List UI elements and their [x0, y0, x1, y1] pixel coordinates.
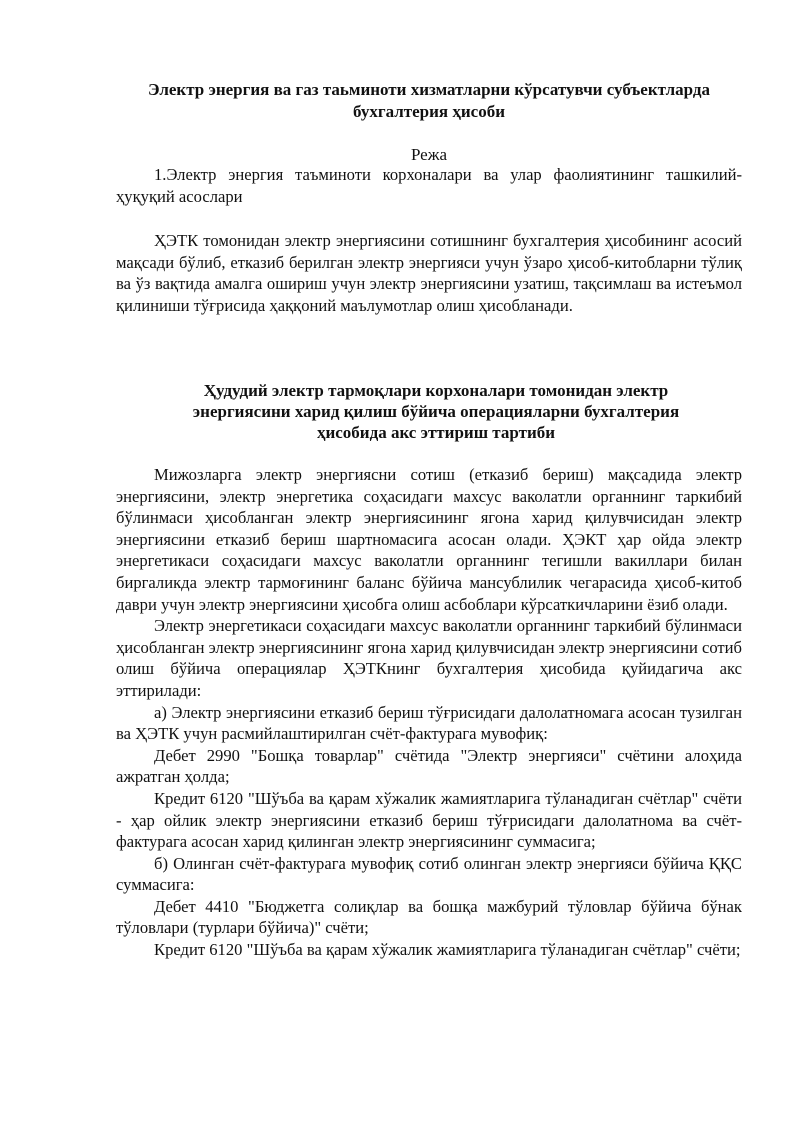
body-paragraph: а) Электр энергиясини етказиб бериш тўғрисидаги далолатномага асосан тузилган ва ҲЭТК учун расмийлаштирилган счёт-фактурага мувофиқ: [116, 702, 742, 744]
section-title: Ҳудудий электр тармоқлари корхоналари томонидан электр энергиясини харид қилиш бўйича операцияларни бухгалтерия ҳисобида акс эттириш тартиби [192, 381, 680, 442]
plan-list [116, 164, 742, 207]
section-body [116, 464, 742, 961]
plan-item: 1.Электр энергия таъминоти корхоналари ва улар фаолиятининг ташкилий-ҳуқуқий асослари [116, 165, 742, 206]
intro-paragraph: ҲЭТК томонидан электр энергиясини сотишнинг бухгалтерия ҳисобининг асосий мақсади бўлиб, етказиб берилган электр энергияси учун ўзаро ҳисоб-китобларни тўлиқ ва ўз вақтида амалга ошириш учун электр энергиясини узатиш, тақсимлаш ва истеъмол қилиниши тўғрисида ҳаққоний маълумотлар олиш ҳисобланади. [116, 231, 742, 315]
body-paragraph: Дебет 4410 "Бюджетга солиқлар ва бошқа мажбурий тўловлар бўйича бўнак тўловлари (турлари бўйича)" счёти; [116, 896, 742, 938]
body-paragraph: Кредит 6120 "Шўъба ва қарам хўжалик жамиятларига тўланадиган счётлар" счёти; [154, 940, 741, 960]
body-paragraph: Кредит 6120 "Шўъба ва қарам хўжалик жамиятларига тўланадиган счётлар" счёти - ҳар ойлик электр энергиясини етказиб бериш тўғрисидаги далолатнома ва счёт-фактурага асосан харид қилинган электр энергиясининг суммасига; [116, 788, 742, 852]
body-paragraph: Мижозларга электр энергиясни сотиш (етказиб бериш) мақсадида электр энергиясини, электр энергетика соҳасидаги махсус ваколатли органнинг таркибий бўлинмаси ҳисобланган электр энергиясининг ягона харид қилувчисидан электр энергиясини етказиб бериш шартномасига асосан олади. ҲЭКТ ҳар ойда электр энергетикаси соҳасидаги махсус ваколатли органнинг тегишли вакиллари билан биргаликда электр тармоғининг баланс бўйича мансублилик чегарасида ҳисоб-китоб даври учун электр энергиясини ҳисобга олиш асбоблари кўрсаткичларини ёзиб олади. [116, 465, 742, 614]
body-paragraph: б) Олинган счёт-фактурага мувофиқ сотиб олинган электр энергияси бўйича ҚҚС суммасига: [116, 853, 742, 895]
document-title: Электр энергия ва газ таьминоти хизматларни кўрсатувчи субъектларда бухгалтерия ҳисоби [148, 80, 710, 121]
body-paragraph: Электр энергетикаси соҳасидаги махсус ваколатли органнинг таркибий бўлинмаси ҳисобланган электр энергиясининг ягона харид қилувчисидан электр энергиясини сотиб олиш бўйича операциялар ҲЭТКнинг бухгалтерия ҳисобида қуйидагича акс эттирилади: [116, 616, 742, 700]
plan-heading: Режа [410, 145, 448, 164]
intro-section [116, 230, 742, 316]
body-paragraph: Дебет 2990 "Бошқа товарлар" счётида "Электр энергияси" счётини алоҳида ажратган ҳолда; [116, 745, 742, 787]
